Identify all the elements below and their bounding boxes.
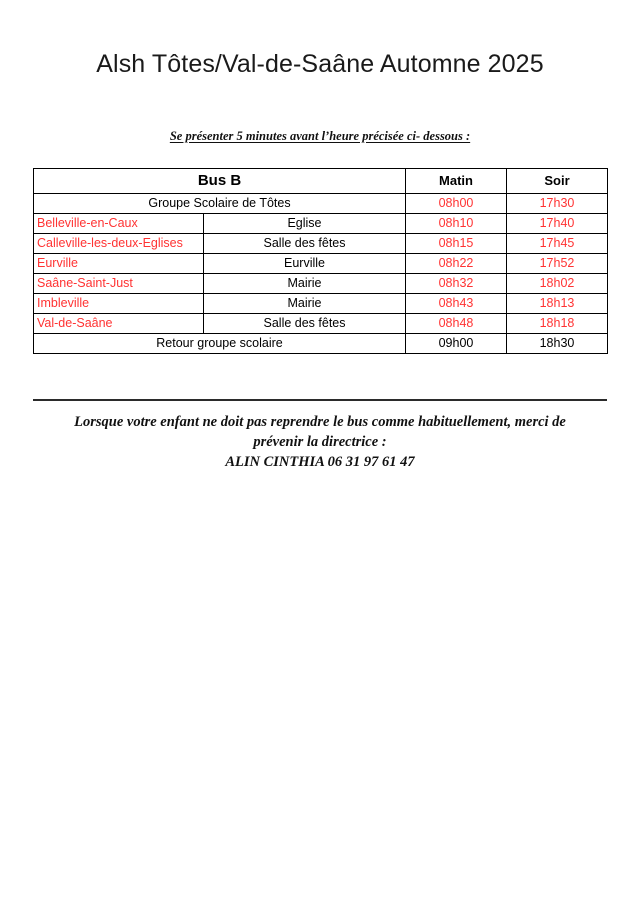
column-header-matin: Matin: [406, 169, 507, 194]
row-stop-location: Salle des fêtes: [204, 314, 406, 334]
row-matin-time: 08h15: [406, 234, 507, 254]
horizontal-divider: [33, 399, 607, 401]
footer-notice: [33, 412, 607, 472]
footer-contact: ALIN CINTHIA 06 31 97 61 47: [225, 454, 415, 470]
row-village-name: Saâne-Saint-Just: [34, 274, 204, 294]
table-row: [34, 314, 608, 334]
row-matin-time: 08h22: [406, 254, 507, 274]
bus-schedule-table: [33, 168, 608, 354]
row-matin-time: 08h48: [406, 314, 507, 334]
row-village-name: Imbleville: [34, 294, 204, 314]
row-soir-time: 17h30: [507, 194, 608, 214]
table-row: [34, 334, 608, 354]
row-stop-location: Eglise: [204, 214, 406, 234]
row-matin-time: 08h32: [406, 274, 507, 294]
row-village-name: Eurville: [34, 254, 204, 274]
row-matin-time: 09h00: [406, 334, 507, 354]
footer-line-2: prévenir la directrice :: [253, 434, 387, 450]
page-title: Alsh Tôtes/Val-de-Saâne Automne 2025: [96, 50, 544, 78]
row-matin-time: 08h00: [406, 194, 507, 214]
row-soir-time: 17h45: [507, 234, 608, 254]
row-stop-location: Salle des fêtes: [204, 234, 406, 254]
row-soir-time: 18h18: [507, 314, 608, 334]
row-soir-time: 17h52: [507, 254, 608, 274]
footer-line-1: Lorsque votre enfant ne doit pas reprendre le bus comme habituellement, merci de: [74, 414, 566, 430]
column-header-soir: Soir: [507, 169, 608, 194]
row-label-depart: Groupe Scolaire de Tôtes: [34, 194, 406, 214]
row-label-retour: Retour groupe scolaire: [34, 334, 406, 354]
row-soir-time: 18h13: [507, 294, 608, 314]
bus-name-header: Bus B: [34, 169, 406, 194]
row-village-name: Belleville-en-Caux: [34, 214, 204, 234]
row-matin-time: 08h10: [406, 214, 507, 234]
row-stop-location: Mairie: [204, 274, 406, 294]
table-row: [34, 294, 608, 314]
row-village-name: Calleville-les-deux-Eglises: [34, 234, 204, 254]
table-row: [34, 274, 608, 294]
row-village-name: Val-de-Saâne: [34, 314, 204, 334]
table-row: [34, 234, 608, 254]
row-soir-time: 18h02: [507, 274, 608, 294]
row-soir-time: 17h40: [507, 214, 608, 234]
table-row: [34, 214, 608, 234]
table-row: [34, 254, 608, 274]
row-stop-location: Mairie: [204, 294, 406, 314]
row-matin-time: 08h43: [406, 294, 507, 314]
row-soir-time: 18h30: [507, 334, 608, 354]
row-stop-location: Eurville: [204, 254, 406, 274]
instruction-subtitle: [0, 129, 640, 144]
table-header-row: [34, 169, 608, 194]
instruction-subtitle-text: Se présenter 5 minutes avant l’heure précisée ci- dessous :: [169, 129, 471, 143]
table-row: [34, 194, 608, 214]
